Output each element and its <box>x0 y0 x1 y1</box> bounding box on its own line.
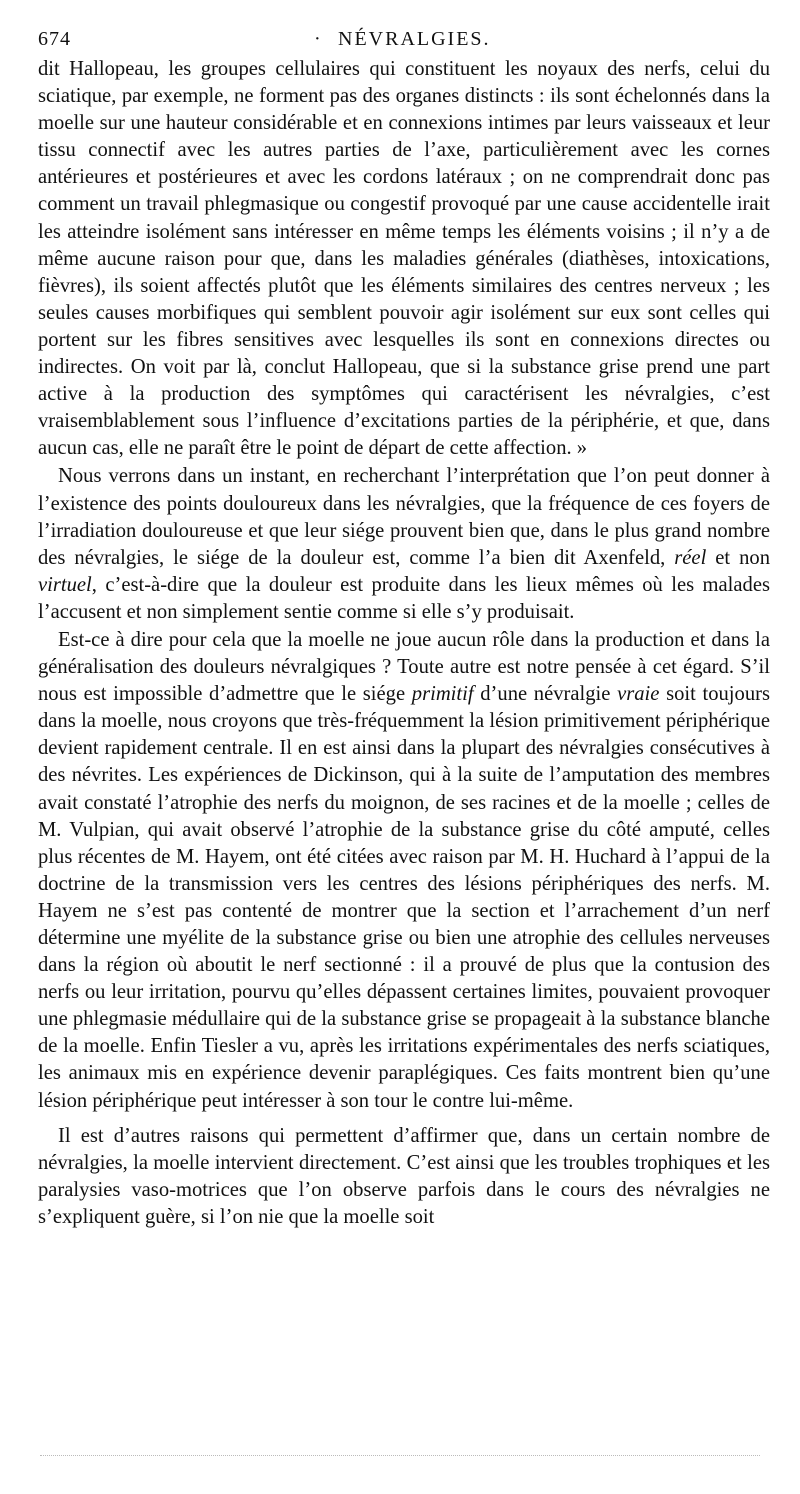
paragraph-4 <box>38 1123 770 1231</box>
paragraph-2-italic-virtuel: virtuel <box>38 573 92 596</box>
paragraph-2-text-b: et non <box>706 546 770 569</box>
running-title: NÉVRALGIES. <box>338 28 491 50</box>
paragraph-3-italic-vraie: vraie <box>617 683 660 706</box>
paragraph-3-text-c: soit toujours dans la moelle, nous croyons que très-fréquemment la lésion primitivement périphérique devient rapidement centrale. Il en est ainsi dans la plupart des névralgies consécutives à des névrites. Les expériences de Dickinson, qui à la suite de l’amputation des membres avait constaté l’atrophie des nerfs du moignon, de ses racines et de la moelle ; celles de M. Vulpian, qui avait observé l’atrophie de la substance grise du côté amputé, celles plus récentes de M. Hayem, ont été citées avec raison par M. H. Huchard à l’appui de la doctrine de la transmission vers les centres des lésions périphériques des nerfs. M. Hayem ne s’est pas contenté de montrer que la section et l’arrachement d’un nerf détermine une myélite de la substance grise ou bien une atrophie des cellules nerveuses dans la région où aboutit le nerf sectionné : il a prouvé de plus que la contusion des nerfs ou leur irritation, pourvu qu’elles dépassent certaines limites, pouvaient provoquer une phlegmasie médullaire qui de la substance grise se propageait à la substance blanche de la moelle. Enfin Tiesler a vu, après les irritations expérimentales des nerfs sciatiques, les animaux mis en expérience devenir paraplégiques. Ces faits montrent bien qu’une lésion périphérique peut intéresser à son tour le contre lui-même. <box>38 683 770 1112</box>
paragraph-3 <box>38 627 770 1115</box>
page-number: 674 <box>38 28 71 50</box>
page-header <box>38 22 770 56</box>
paragraph-2-text-c: , c’est-à-dire que la douleur est produite dans les lieux mêmes où les malades l’accusent et non simplement sentie comme si elle s’y produisait. <box>38 573 770 623</box>
paragraph-1-text: dit Hallopeau, les groupes cellulaires qui constituent les noyaux des nerfs, celui du sciatique, par exemple, ne forment pas des organes distincts : ils sont échelonnés dans la moelle sur une hauteur considérable et en connexions intimes par leurs vaisseaux et leur tissu connectif avec les autres parties de l’axe, particulièrement avec les cornes antérieures et postérieures et avec les cordons latéraux ; on ne comprendrait donc pas comment un travail phlegmasique ou congestif provoqué par une cause accidentelle irait les atteindre isolément sans intéresser en même temps les éléments voisins ; il n’y a de même aucune raison pour que, dans les maladies générales (diathèses, intoxications, fièvres), ils soient affectés plutôt que les éléments similaires des centres nerveux ; les seules causes morbifiques qui semblent pouvoir agir isolément sur eux sont celles qui portent sur les fibres sensitives avec lesquelles ils sont en connexions directes ou indirectes. On voit par là, conclut Hallopeau, que si la substance grise prend une part active à la production des symptômes qui caractérisent les névralgies, c’est vraisemblablement sous l’influence d’excitations parties de la périphérie, et que, dans aucun cas, elle ne paraît être le point de départ de cette affection. » <box>38 58 770 460</box>
header-dot: · <box>314 28 322 50</box>
bottom-margin-dots <box>40 1455 760 1456</box>
paragraph-1 <box>38 56 770 462</box>
paragraph-2-italic-reel: réel <box>674 546 707 569</box>
book-page <box>38 22 770 1231</box>
paragraph-4-text: Il est d’autres raisons qui permettent d’affirmer que, dans un certain nombre de névralgies, la moelle intervient directement. C’est ainsi que les troubles trophiques et les paralysies vaso-motrices que l’on observe parfois dans le cours des névralgies ne s’expliquent guère, si l’on nie que la moelle soit <box>38 1124 770 1228</box>
paragraph-3-text-b: d’une névralgie <box>473 683 618 706</box>
paragraph-3-text-a: Est-ce à dire pour cela que la moelle ne joue aucun rôle dans la production et dans la généralisation des douleurs névralgiques ? Toute autre est notre pensée à cet égard. S’il nous est impossible d’admettre que le siége <box>38 628 770 706</box>
paragraph-2 <box>38 463 770 626</box>
paragraph-2-text-a: Nous verrons dans un instant, en recherchant l’interprétation que l’on peut donner à l’existence des points douloureux dans les névralgies, que la fréquence de ces foyers de l’irradiation douloureuse et que leur siége prouvent bien que, dans le plus grand nombre des névralgies, le siége de la douleur est, comme l’a bien dit Axenfeld, <box>38 465 770 569</box>
paragraph-3-italic-primitif: primitif <box>411 683 474 706</box>
